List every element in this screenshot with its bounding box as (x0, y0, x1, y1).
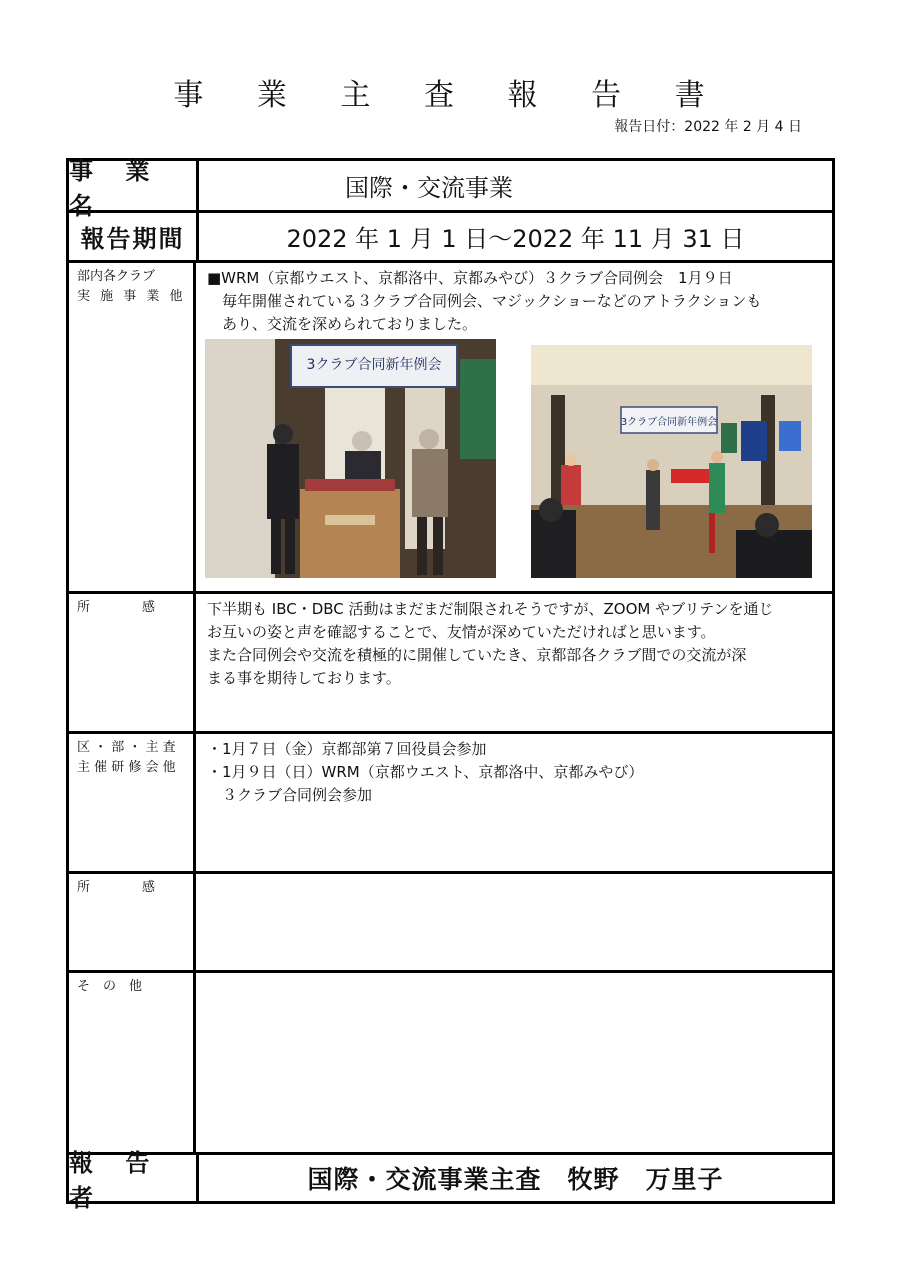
period-label: 報告期間 (69, 213, 199, 260)
activities-label-line-1: 部内各クラブ (77, 269, 156, 284)
impressions-1-line-2: お互いの姿と声を確認することで、友情が深めていただければと思います。 (207, 623, 716, 641)
district-label-line-2: 主 催 研 修 会 他 (77, 760, 176, 775)
district-line-3: ３クラブ合同例会参加 (207, 786, 373, 804)
activities-text (199, 263, 832, 336)
photo-magic-show-illustration (531, 345, 812, 578)
event-photo-magic-show (531, 345, 812, 578)
impressions-1-label-cell (69, 594, 196, 731)
event-photo-podium (205, 339, 496, 578)
row-project (69, 156, 832, 220)
row-district (69, 734, 832, 874)
photo1-banner-text: 3クラブ合同新年例会 (306, 357, 442, 373)
activities-line-1: ■WRM（京都ウエスト、京都洛中、京都みやび）３クラブ合同例会 1月９日 (207, 269, 733, 287)
reporter-value: 国際・交流事業主査 牧野 万里子 (307, 1165, 724, 1194)
photo2-banner-text: 3クラブ合同新年例会 (620, 417, 718, 428)
row-impressions-1 (69, 594, 832, 734)
project-value: 国際・交流事業 (345, 174, 513, 202)
row-period (69, 213, 832, 263)
period-value: 2022 年 1 月 1 日～2022 年 11 月 31 日 (286, 225, 745, 253)
activities-content (199, 263, 832, 591)
impressions-1-line-3: また合同例会や交流を積極的に開催していたき、京都部各クラブ間での交流が深 (207, 646, 747, 664)
document-title: 事 業 主 査 報 告 書 (173, 78, 727, 113)
impressions-2-label: 所 感 (77, 880, 156, 895)
photo-podium-illustration (205, 339, 496, 578)
impressions-2-value (199, 874, 832, 970)
row-activities (69, 263, 832, 594)
other-label: そ の 他 (77, 979, 143, 994)
impressions-1-text (199, 594, 832, 731)
reporter-label: 報 告 者 (69, 1155, 199, 1201)
impressions-1-line-1: 下半期も IBC・DBC 活動はまだまだ制限されそうですが、ZOOM やブリテンを通じ (207, 600, 774, 618)
project-label: 事 業 名 (69, 161, 199, 210)
report-date: 報告日付：2022 年 2 月 4 日 (614, 119, 802, 135)
project-value-cell (199, 161, 832, 210)
activities-label (69, 263, 196, 591)
impressions-2-label-cell (69, 874, 196, 970)
activities-line-2: 毎年開催されている３クラブ合同例会、マジックショーなどのアトラクションも (207, 292, 762, 310)
row-other (69, 973, 832, 1155)
activities-label-line-2: 実 施 事 業 他 (77, 289, 186, 304)
report-form (66, 156, 835, 1212)
district-line-1: ・1月７日（金）京都部第７回役員会参加 (207, 740, 487, 758)
row-reporter (69, 1149, 832, 1212)
district-label-line-1: 区 ・ 部 ・ 主 査 (77, 740, 176, 755)
impressions-1-line-4: まる事を期待しております。 (207, 669, 401, 687)
district-line-2: ・1月９日（日）WRM（京都ウエスト、京都洛中、京都みやび） (207, 763, 644, 781)
row-impressions-2 (69, 874, 832, 973)
other-label-cell (69, 973, 196, 1152)
other-value (199, 973, 832, 1152)
district-text (199, 734, 832, 871)
activities-line-3: あり、交流を深められておりました。 (207, 315, 478, 333)
district-label (69, 734, 196, 871)
impressions-1-label: 所 感 (77, 600, 156, 615)
